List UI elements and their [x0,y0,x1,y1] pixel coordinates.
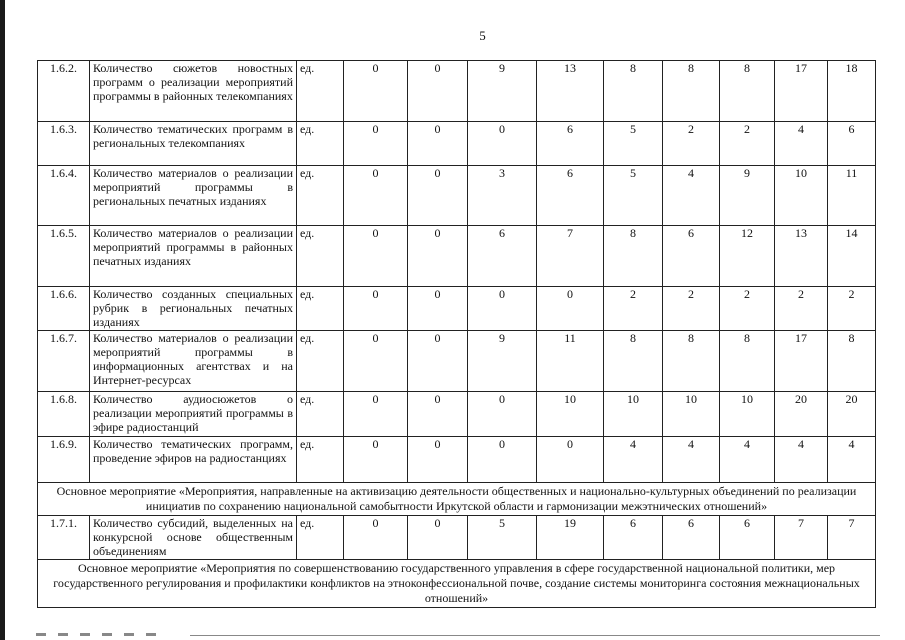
value-cell: 0 [408,331,468,392]
value-cell: 8 [604,61,663,122]
row-unit: ед. [297,287,344,331]
value-cell: 4 [604,437,663,483]
row-code: 1.6.8. [38,392,90,437]
row-unit: ед. [297,331,344,392]
value-cell: 10 [537,392,604,437]
value-cell: 6 [468,226,537,287]
value-cell: 0 [408,437,468,483]
row-code: 1.6.4. [38,166,90,226]
value-cell: 8 [604,226,663,287]
value-cell: 0 [408,516,468,560]
row-unit: ед. [297,516,344,560]
table-row [38,226,876,287]
value-cell: 14 [828,226,876,287]
value-cell: 0 [344,166,408,226]
value-cell: 4 [720,437,775,483]
value-cell: 0 [408,166,468,226]
value-cell: 5 [604,166,663,226]
row-description: Количество тематических программ, проведение эфиров на радиостанциях [90,437,297,483]
value-cell: 2 [720,287,775,331]
value-cell: 0 [468,122,537,166]
value-cell: 10 [775,166,828,226]
value-cell: 13 [537,61,604,122]
row-description: Количество материалов о реализации мероприятий программы в информационных агентствах и на Интернет-ресурсах [90,331,297,392]
value-cell: 20 [828,392,876,437]
footer-line [190,635,880,636]
value-cell: 0 [537,287,604,331]
value-cell: 0 [344,516,408,560]
value-cell: 20 [775,392,828,437]
value-cell: 5 [468,516,537,560]
value-cell: 13 [775,226,828,287]
value-cell: 8 [828,331,876,392]
table-row [38,166,876,226]
table-row [38,122,876,166]
value-cell: 8 [663,331,720,392]
row-unit: ед. [297,226,344,287]
value-cell: 7 [775,516,828,560]
section-heading-row [38,483,876,516]
table-row [38,392,876,437]
value-cell: 0 [408,122,468,166]
table-row [38,437,876,483]
row-unit: ед. [297,437,344,483]
page-number: 5 [479,28,486,43]
row-code: 1.6.6. [38,287,90,331]
table-row [38,516,876,560]
value-cell: 0 [468,287,537,331]
value-cell: 2 [663,122,720,166]
value-cell: 6 [828,122,876,166]
value-cell: 6 [663,226,720,287]
row-code: 1.7.1. [38,516,90,560]
value-cell: 17 [775,331,828,392]
value-cell: 17 [775,61,828,122]
value-cell: 10 [663,392,720,437]
row-description: Количество субсидий, выделенных на конкурсной основе общественным объединениям [90,516,297,560]
value-cell: 6 [537,166,604,226]
row-description: Количество материалов о реализации мероприятий программы в региональных печатных изданиях [90,166,297,226]
section-heading: Основное мероприятие «Мероприятия, направленные на активизацию деятельности общественных и национально-культурных объединений по реализации инициатив по сохранению национальной самобытности Иркутской области и гармонизации межэтнических отношений» [38,483,876,516]
value-cell: 0 [344,331,408,392]
value-cell: 7 [537,226,604,287]
value-cell: 6 [604,516,663,560]
indicators-table [37,60,876,608]
value-cell: 0 [468,392,537,437]
value-cell: 4 [828,437,876,483]
table-row [38,331,876,392]
row-code: 1.6.7. [38,331,90,392]
value-cell: 7 [828,516,876,560]
row-code: 1.6.9. [38,437,90,483]
value-cell: 3 [468,166,537,226]
value-cell: 12 [720,226,775,287]
value-cell: 9 [720,166,775,226]
value-cell: 0 [408,392,468,437]
value-cell: 0 [468,437,537,483]
row-unit: ед. [297,166,344,226]
value-cell: 0 [408,287,468,331]
row-unit: ед. [297,122,344,166]
value-cell: 4 [775,122,828,166]
footer-mark [36,633,156,636]
value-cell: 8 [604,331,663,392]
row-unit: ед. [297,61,344,122]
row-code: 1.6.3. [38,122,90,166]
value-cell: 4 [775,437,828,483]
value-cell: 0 [344,226,408,287]
value-cell: 0 [408,226,468,287]
value-cell: 6 [537,122,604,166]
value-cell: 0 [344,392,408,437]
row-code: 1.6.2. [38,61,90,122]
value-cell: 8 [663,61,720,122]
value-cell: 8 [720,331,775,392]
value-cell: 19 [537,516,604,560]
value-cell: 4 [663,166,720,226]
row-description: Количество сюжетов новостных программ о реализации мероприятий программы в районных телекомпаниях [90,61,297,122]
value-cell: 2 [663,287,720,331]
value-cell: 10 [720,392,775,437]
value-cell: 5 [604,122,663,166]
row-code: 1.6.5. [38,226,90,287]
value-cell: 9 [468,61,537,122]
value-cell: 6 [663,516,720,560]
value-cell: 11 [537,331,604,392]
value-cell: 2 [828,287,876,331]
value-cell: 2 [720,122,775,166]
value-cell: 18 [828,61,876,122]
section-heading: Основное мероприятие «Мероприятия по совершенствованию государственного управления в сфере государственной национальной политики, мер государственного регулирования и профилактики конфликтов на этноконфессиональной почве, создание системы мониторинга состояния межнациональных отношений» [38,560,876,608]
value-cell: 4 [663,437,720,483]
value-cell: 8 [720,61,775,122]
value-cell: 2 [775,287,828,331]
value-cell: 11 [828,166,876,226]
value-cell: 0 [344,122,408,166]
row-description: Количество аудиосюжетов о реализации мероприятий программы в эфире радиостанций [90,392,297,437]
value-cell: 0 [408,61,468,122]
row-description: Количество тематических программ в региональных телекомпаниях [90,122,297,166]
row-unit: ед. [297,392,344,437]
table-row [38,287,876,331]
value-cell: 0 [537,437,604,483]
row-description: Количество материалов о реализации мероприятий программы в районных печатных изданиях [90,226,297,287]
table-row [38,61,876,122]
value-cell: 10 [604,392,663,437]
value-cell: 9 [468,331,537,392]
value-cell: 0 [344,61,408,122]
value-cell: 2 [604,287,663,331]
value-cell: 0 [344,437,408,483]
value-cell: 6 [720,516,775,560]
value-cell: 0 [344,287,408,331]
section-heading-row [38,560,876,608]
scan-edge-bar [0,0,5,640]
row-description: Количество созданных специальных рубрик в региональных печатных изданиях [90,287,297,331]
